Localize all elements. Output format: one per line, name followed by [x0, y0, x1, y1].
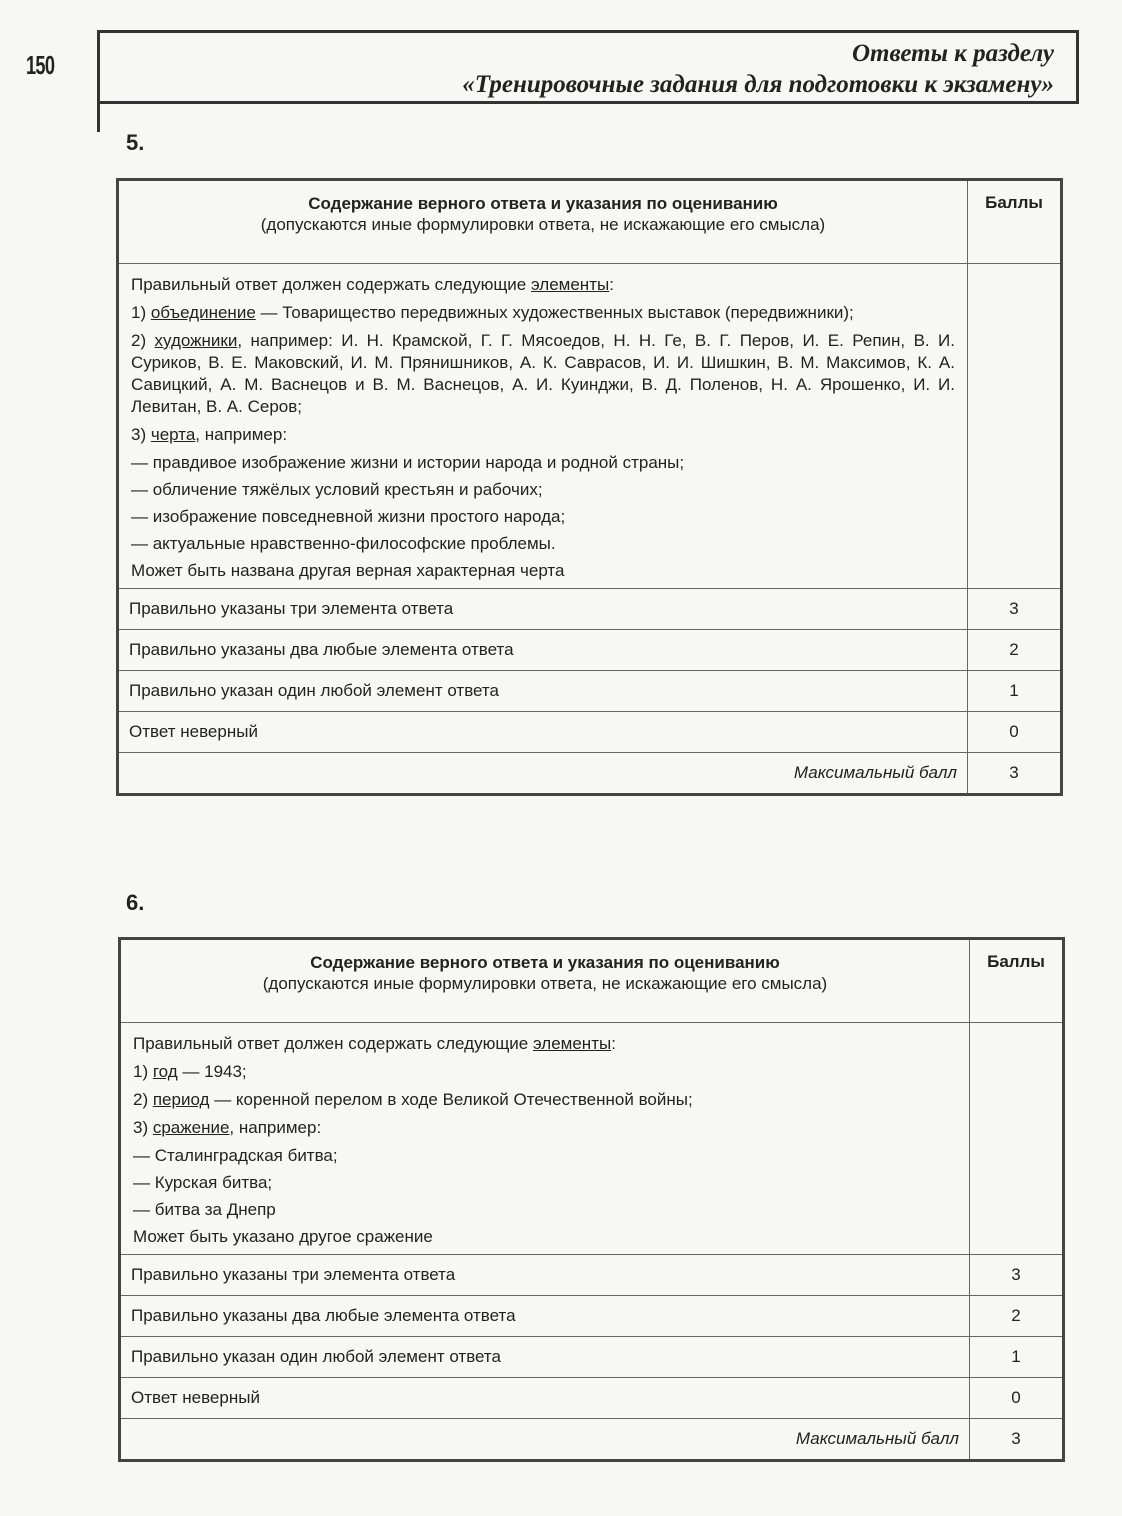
- example-line: — изображение повседневной жизни простого народа;: [131, 507, 566, 526]
- answer-line: [133, 1117, 957, 1139]
- answer-content: [118, 264, 968, 589]
- header-points: Баллы: [968, 180, 1062, 264]
- score-points: 0: [970, 1378, 1064, 1419]
- score-criterion: Правильно указан один любой элемент ответа: [118, 671, 968, 712]
- header-line-2: «Тренировочные задания для подготовки к экзамену»: [462, 71, 1054, 98]
- running-header: [98, 30, 1079, 104]
- score-row: [120, 1255, 1064, 1296]
- score-criterion: Правильно указаны два любые элемента ответа: [120, 1296, 970, 1337]
- underlined-term: объединение: [150, 303, 256, 322]
- example-line: — правдивое изображение жизни и истории народа и родной страны;: [131, 453, 685, 472]
- example-line: — обличение тяжёлых условий крестьян и рабочих;: [131, 480, 543, 499]
- text: 2): [131, 331, 155, 350]
- text: 3): [131, 425, 151, 444]
- table-header: [120, 939, 1064, 1023]
- score-points: 1: [968, 671, 1062, 712]
- note-line: Может быть указано другое сражение: [133, 1227, 433, 1246]
- header-points: Баллы: [970, 939, 1064, 1023]
- text: — 1943;: [177, 1062, 247, 1081]
- score-row: [120, 1337, 1064, 1378]
- score-criterion: Ответ неверный: [118, 712, 968, 753]
- text: — Товарищество передвижных художественных выставок (передвижники);: [255, 303, 854, 322]
- text: :: [609, 275, 614, 294]
- score-points: 3: [968, 589, 1062, 630]
- header-subtitle: (допускаются иные формулировки ответа, не искажающие его смысла): [260, 215, 826, 234]
- underlined-term: элементы: [532, 1034, 612, 1053]
- text: — коренной перелом в ходе Великой Отечественной войны;: [209, 1090, 693, 1109]
- answer-line: [131, 330, 955, 418]
- score-row: [118, 671, 1062, 712]
- text: 2): [133, 1090, 153, 1109]
- scoring-table: [116, 178, 1063, 796]
- score-points: 0: [968, 712, 1062, 753]
- header-subtitle: (допускаются иные формулировки ответа, не искажающие его смысла): [262, 974, 828, 993]
- underlined-term: год: [152, 1062, 178, 1081]
- score-criterion: Ответ неверный: [120, 1378, 970, 1419]
- text: 1): [131, 303, 151, 322]
- score-points: 1: [970, 1337, 1064, 1378]
- max-score-row: [120, 1419, 1064, 1461]
- table-header: [118, 180, 1062, 264]
- text: , например: И. Н. Крамской, Г. Г. Мясоедов, Н. Н. Ге, В. Г. Перов, И. Е. Репин, В. И. Суриков, В. Е. Маковский, И. М. Прянишников, А. К. Саврасов, И. И. Шишкин, В. М. Максимов, К. А. Савицкий, А. М. Васнецов и В. М. Васнецов, А. И. Куинджи, В. Д. Поленов, Н. А. Ярошенко, И. И. Левитан, В. А. Серов;: [131, 331, 955, 416]
- answer-line: [131, 424, 955, 446]
- example-line: — актуальные нравственно-философские проблемы.: [131, 534, 556, 553]
- answer-line: [131, 274, 955, 296]
- answer-row: [120, 1023, 1064, 1255]
- max-score-label: Максимальный балл: [120, 1419, 970, 1461]
- underlined-term: период: [152, 1090, 210, 1109]
- answer-line: [133, 1089, 957, 1111]
- header-title: Содержание верного ответа и указания по оцениванию: [308, 194, 778, 213]
- underlined-term: художники: [154, 331, 238, 350]
- answer-line: [131, 302, 955, 324]
- text: Правильный ответ должен содержать следующие: [133, 1034, 533, 1053]
- score-row: [120, 1296, 1064, 1337]
- example-line: — битва за Днепр: [133, 1200, 276, 1219]
- score-criterion: Правильно указан один любой элемент ответа: [120, 1337, 970, 1378]
- score-criterion: Правильно указаны два любые элемента ответа: [118, 630, 968, 671]
- answer-line: [133, 1061, 957, 1083]
- answer-content: [120, 1023, 970, 1255]
- note-line: Может быть названа другая верная характерная черта: [131, 561, 565, 580]
- text: , например:: [229, 1118, 322, 1137]
- max-score-points: 3: [970, 1419, 1064, 1461]
- score-row: [118, 630, 1062, 671]
- score-criterion: Правильно указаны три элемента ответа: [120, 1255, 970, 1296]
- score-points: 2: [970, 1296, 1064, 1337]
- header-line-1: Ответы к разделу: [852, 40, 1054, 67]
- score-points: 3: [970, 1255, 1064, 1296]
- score-row: [118, 589, 1062, 630]
- text: Правильный ответ должен содержать следующие: [131, 275, 531, 294]
- page-number: 150: [26, 50, 55, 80]
- max-score-points: 3: [968, 753, 1062, 795]
- underlined-term: элементы: [530, 275, 610, 294]
- underlined-term: черта: [150, 425, 196, 444]
- score-row: [118, 712, 1062, 753]
- score-points: 2: [968, 630, 1062, 671]
- max-score-row: [118, 753, 1062, 795]
- score-criterion: Правильно указаны три элемента ответа: [118, 589, 968, 630]
- question-number: 5.: [126, 130, 145, 155]
- example-line: — Курская битва;: [133, 1173, 273, 1192]
- max-score-label: Максимальный балл: [118, 753, 968, 795]
- example-line: — Сталинградская битва;: [133, 1146, 338, 1165]
- score-row: [120, 1378, 1064, 1419]
- question-number: 6.: [126, 890, 145, 915]
- header-title: Содержание верного ответа и указания по оцениванию: [310, 953, 780, 972]
- answer-row: [118, 264, 1062, 589]
- text: 1): [133, 1062, 153, 1081]
- text: , например:: [195, 425, 288, 444]
- answer-line: [133, 1033, 957, 1055]
- text: 3): [133, 1118, 153, 1137]
- text: :: [611, 1034, 616, 1053]
- underlined-term: сражение: [152, 1118, 230, 1137]
- scoring-table: [118, 937, 1065, 1462]
